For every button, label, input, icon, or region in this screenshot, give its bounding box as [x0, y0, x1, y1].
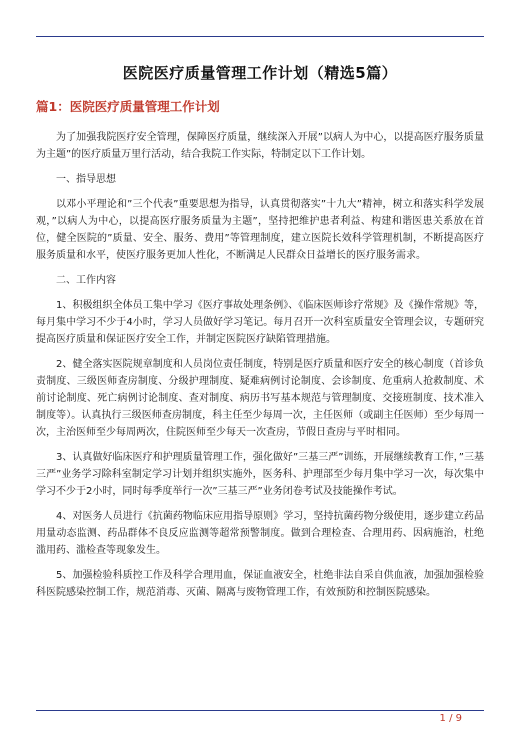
section-heading-guiding-ideology: 一、指导思想 — [56, 174, 116, 185]
guiding-ideology-paragraph: 以邓小平理论和”三个代表”重要思想为指导，认真贯彻落实”十九大”精神，树立和落实科学发展观，”以病人为中心，以提高医疗服务质量为主题”，坚持把维护患者利益、构建和谐医患关系放在首位，健全医院的”质量、安全、服务、费用”等管理制度，建立医院长效科学管理机制，不断提高医疗服务质量和水平，使医疗服务更加人性化，不断满足人民群众日益增长的医疗服务需求。 — [36, 199, 484, 261]
work-item-2: 2、健全落实医院规章制度和人员岗位责任制度，特别是医疗质量和医疗安全的核心制度（首诊负责制度、三级医师查房制度、分级护理制度、疑难病例讨论制度、会诊制度、危重病人抢救制度、术前讨论制度、死亡病例讨论制度、查对制度、病历书写基本规范与管理制度、交接班制度、技术准入制度等）。认真执行三级医师查房制度，科主任至少每周一次，主任医师（或副主任医师）至少每周一次，主治医师至少每周两次，住院医师至少每天一次查房，节假日查房与平时相同。 — [36, 359, 484, 438]
work-item-3: 3、认真做好临床医疗和护理质量管理工作，强化做好”三基三严”训练，开展继续教育工作，”三基三严”业务学习除科室制定学习计划并组织实施外，医务科、护理部至少每月集中学习一次，每次集中学习不少于2小时，同时每季度举行一次”三基三严”业务闭卷考试及技能操作考试。 — [36, 452, 484, 497]
work-item-1: 1、积极组织全体员工集中学习《医疗事故处理条例》、《临床医师诊疗常规》及《操作常规》等，每月集中学习不少于4小时，学习人员做好学习笔记。每月召开一次科室质量安全管理会议，专题研究提高医疗质量和保证医疗安全工作，并制定医院医疗缺陷管理措施。 — [36, 300, 484, 345]
work-item-4: 4、对医务人员进行《抗菌药物临床应用指导原则》学习，坚持抗菌药物分级使用，逐步建立药品用量动态监测、药品群体不良反应监测等超常预警制度。做到合理检查、合理用药、因病施治，杜绝滥用药、滥检查等现象发生。 — [36, 511, 484, 556]
document-title: 医院医疗质量管理工作计划（精选5篇） — [122, 64, 398, 82]
bottom-rule — [36, 710, 484, 711]
chapter-title: 篇1：医院医疗质量管理工作计划 — [36, 99, 220, 114]
document-body — [36, 62, 484, 609]
top-rule — [36, 36, 484, 37]
page-number: 1 / 9 — [439, 713, 462, 724]
work-item-5: 5、加强检验科质控工作及科学合理用血，保证血液安全，杜绝非法自采自供血液，加强加强检验科医院感染控制工作，规范消毒、灭菌、隔离与废物管理工作，有效预防和控制医院感染。 — [36, 570, 484, 598]
intro-paragraph: 为了加强我院医疗安全管理，保障医疗质量，继续深入开展”以病人为中心，以提高医疗服务质量为主题”的医疗质量万里行活动，结合我院工作实际，特制定以下工作计划。 — [36, 132, 484, 160]
section-heading-work-content: 二、工作内容 — [56, 275, 116, 286]
